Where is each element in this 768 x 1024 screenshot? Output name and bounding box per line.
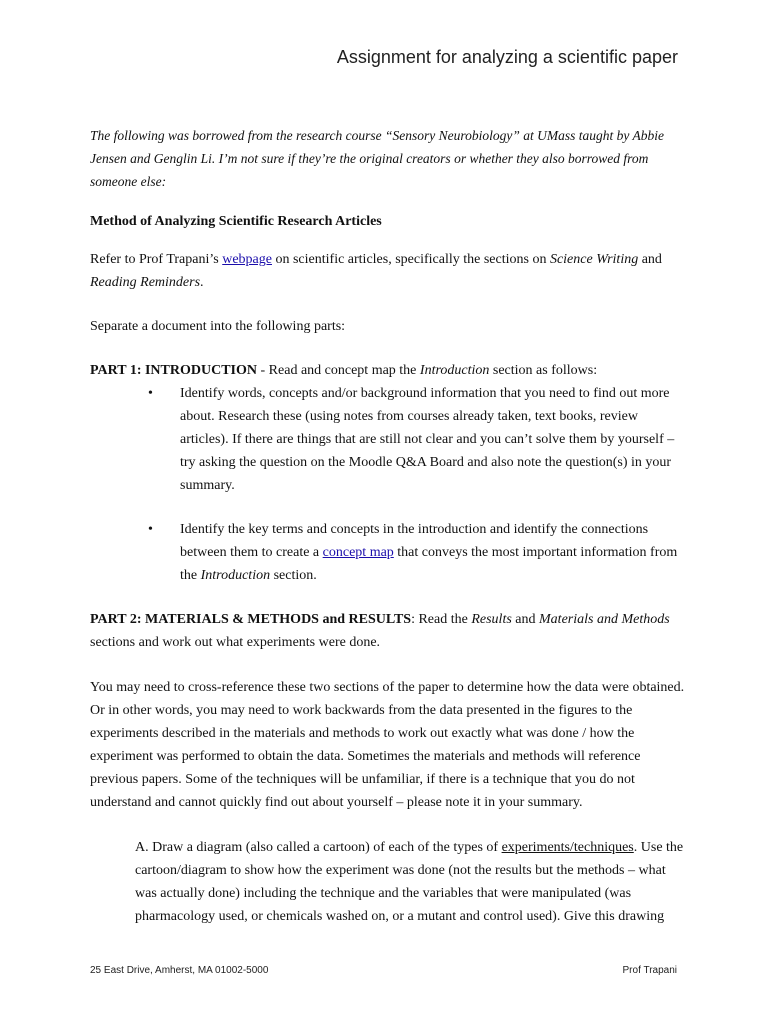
part2-materials-methods-emphasis: Materials and Methods: [539, 612, 670, 627]
refer-text-middle: on scientific articles, specifically the sections on: [271, 252, 550, 267]
bullet-introduction-emphasis: Introduction: [200, 568, 271, 583]
bullet-item-concept-map-text-before: Identify the key terms and concepts in the introduction and identify the connections between them to create a: [180, 522, 649, 560]
experiments-techniques-underlined: experiments/techniques: [501, 840, 634, 855]
bullet-item-concept-map: [90, 518, 690, 587]
item-a-text-before: A. Draw a diagram (also called a cartoon) of each of the types of: [135, 840, 502, 855]
bullet-icon: •: [148, 522, 153, 537]
part2-paragraph: [90, 608, 690, 654]
refer-text-before: Refer to Prof Trapani’s: [90, 252, 223, 267]
separate-paragraph: Separate a document into the following parts:: [90, 319, 346, 334]
part1-label: PART 1: INTRODUCTION: [90, 363, 258, 378]
footer-address: 25 East Drive, Amherst, MA 01002-5000: [90, 965, 269, 976]
bullet-item-research-text: Identify words, concepts and/or background information that you need to find out more about. Research these (using notes from courses already taken, text books, review articles). If there are things that are still not clear and you can’t solve them by yourself – try asking the question on the Moodle Q&A Board and also note the question(s) in your summary.: [180, 386, 675, 493]
page-header-title: Assignment for analyzing a scientific paper: [336, 47, 678, 67]
part1-paragraph: [90, 359, 690, 382]
bullet-item-research: [90, 382, 690, 497]
part2-text-and: and: [511, 612, 540, 627]
method-heading: Method of Analyzing Scientific Research Articles: [90, 214, 382, 229]
refer-paragraph: [90, 248, 690, 294]
concept-map-link[interactable]: concept map: [322, 545, 394, 560]
intro-note: The following was borrowed from the research course “Sensory Neurobiology” at UMass taught by Abbie Jensen and Genglin Li. I’m not sure if they’re the original creators or whether they also borrowed from someone else:: [90, 128, 664, 189]
webpage-link[interactable]: webpage: [222, 252, 272, 267]
cross-reference-paragraph: You may need to cross-reference these two sections of the paper to determine how the data were obtained. Or in other words, you may need to work backwards from the data presented in the figures to the experiments described in the materials and methods to work out exactly what was done / how the experiment was performed to obtain the data. Sometimes the materials and methods will reference previous papers. Some of the techniques will be unfamiliar, if there is a technique that you do not understand and cannot quickly find out about yourself – please note it in your summary.: [90, 680, 685, 810]
part1-introduction-emphasis: Introduction: [419, 363, 490, 378]
refer-text-end: .: [200, 275, 204, 290]
part2-text-before: : Read the: [411, 612, 472, 627]
bullet-item-concept-map-text-after: section.: [270, 568, 317, 583]
item-a-text-after: . Use the cartoon/diagram to show how the experiment was done (not the results but the methods – what was actually done) including the technique and the variables that were manipulated (was pharmacology used, or chemicals washed on, or a mutant and control used). Give this drawing: [135, 840, 684, 924]
refer-text-and: and: [638, 252, 662, 267]
part2-text-after: sections and work out what experiments were done.: [90, 635, 381, 650]
bullet-icon: •: [148, 386, 153, 401]
reading-reminders-emphasis: Reading Reminders: [90, 275, 201, 290]
bullet-item-concept-map-text-middle: that conveys the most important information from the: [180, 545, 678, 583]
part1-text-before: - Read and concept map the: [257, 363, 420, 378]
footer-author: Prof Trapani: [622, 965, 677, 976]
part2-label: PART 2: MATERIALS & METHODS and RESULTS: [90, 612, 412, 627]
document-body: [90, 124, 690, 928]
part1-text-after: section as follows:: [489, 363, 598, 378]
part1-bullet-list: [90, 382, 690, 587]
science-writing-emphasis: Science Writing: [549, 252, 639, 267]
part2-results-emphasis: Results: [471, 612, 512, 627]
item-a-paragraph: [90, 836, 690, 928]
